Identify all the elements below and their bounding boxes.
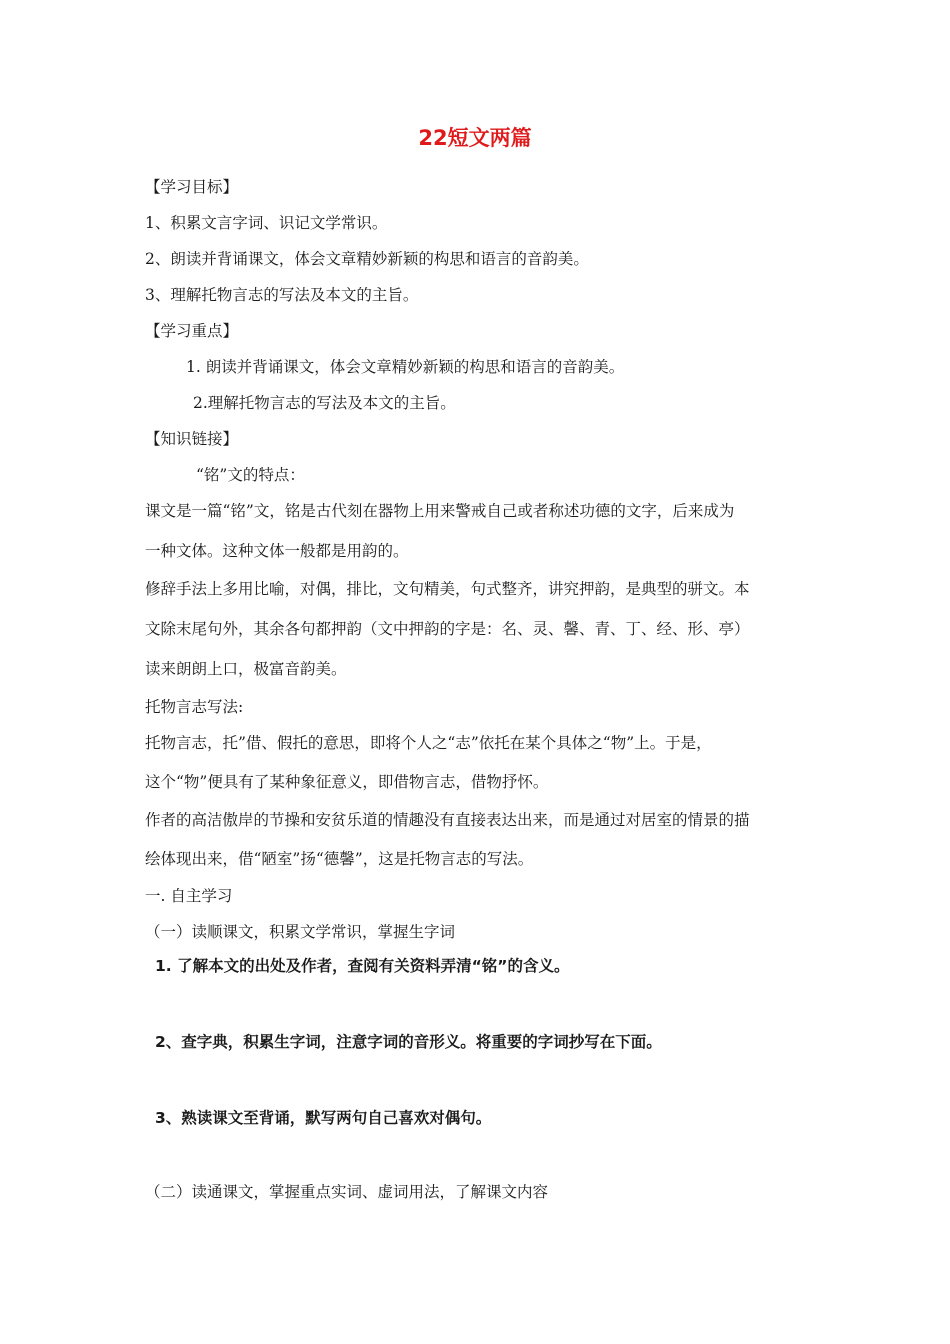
goal-item: 1、积累文言字词、识记文学常识。 bbox=[145, 214, 388, 232]
paragraph-line: 托物言志，托”借、假托的意思，即将个人之“志”依托在某个具体之“物”上。于是， bbox=[145, 734, 712, 752]
paragraph-line: 这个“物”便具有了某种象征意义，即借物言志，借物抒怀。 bbox=[145, 773, 549, 791]
goals-heading: 【学习目标】 bbox=[145, 178, 239, 196]
section-heading: 一. 自主学习 bbox=[145, 887, 233, 905]
task-item: 3、熟读课文至背诵，默写两句自己喜欢对偶句。 bbox=[155, 1109, 492, 1127]
knowledge-heading: 【知识链接】 bbox=[145, 430, 239, 448]
paragraph-line: 课文是一篇“铭”文，铭是古代刻在器物上用来警戒自己或者称述功德的文字，后来成为 bbox=[145, 502, 735, 520]
paragraph-line: 文除末尾句外，其余各句都押韵（文中押韵的字是：名、灵、馨、青、丁、经、形、亭） bbox=[145, 620, 750, 638]
goal-item: 3、理解托物言志的写法及本文的主旨。 bbox=[145, 286, 419, 304]
subsection-heading: （二）读通课文，掌握重点实词、虚词用法，了解课文内容 bbox=[145, 1183, 549, 1201]
focus-item: 1. 朗读并背诵课文，体会文章精妙新颖的构思和语言的音韵美。 bbox=[186, 358, 625, 376]
subsection-heading: （一）读顺课文，积累文学常识，掌握生字词 bbox=[145, 923, 456, 941]
goal-item: 2、朗读并背诵课文，体会文章精妙新颖的构思和语言的音韵美。 bbox=[145, 250, 589, 268]
focus-heading: 【学习重点】 bbox=[145, 322, 239, 340]
paragraph-line: 修辞手法上多用比喻，对偶，排比，文句精美，句式整齐，讲究押韵，是典型的骈文。本 bbox=[145, 580, 750, 598]
paragraph-line: 读来朗朗上口，极富音韵美。 bbox=[145, 660, 347, 678]
page-title: 22短文两篇 bbox=[418, 126, 532, 150]
knowledge-subheading: “铭”文的特点： bbox=[196, 466, 305, 484]
method-heading: 托物言志写法: bbox=[145, 698, 244, 716]
paragraph-line: 一种文体。这种文体一般都是用韵的。 bbox=[145, 542, 409, 560]
paragraph-line: 作者的高洁傲岸的节操和安贫乐道的情趣没有直接表达出来，而是通过对居室的情景的描 bbox=[145, 811, 750, 829]
paragraph-line: 绘体现出来，借“陋室”扬“德馨”，这是托物言志的写法。 bbox=[145, 850, 534, 868]
task-item: 1. 了解本文的出处及作者，查阅有关资料弄清“铭”的含义。 bbox=[155, 957, 570, 975]
focus-item: 2.理解托物言志的写法及本文的主旨。 bbox=[193, 394, 456, 412]
task-item: 2、查字典，积累生字词，注意字词的音形义。将重要的字词抄写在下面。 bbox=[155, 1033, 662, 1051]
